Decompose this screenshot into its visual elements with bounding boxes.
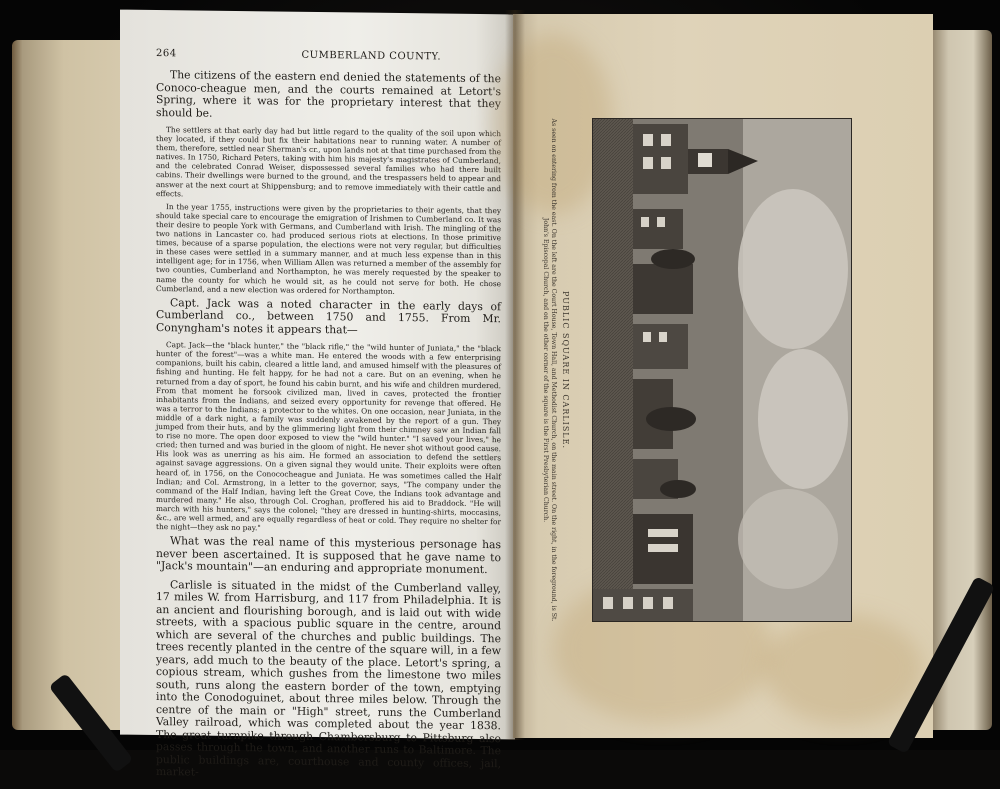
paragraph: Capt. Jack was a noted character in the early days of Cumberland co., between 1750 and 1755. From Mr. Conyngham's notes it appears that—	[156, 295, 501, 337]
paragraph: The citizens of the eastern end denied the statements of the Conoco-cheague men, and the courts remained at Letort's Spring, where it was for the proprietary interest that they should be.	[156, 68, 501, 120]
left-page	[120, 10, 515, 779]
left-text-column	[156, 48, 501, 789]
page-body	[156, 69, 501, 783]
running-title: CUMBERLAND COUNTY.	[301, 49, 441, 63]
engraving-public-square-carlisle	[592, 118, 852, 622]
paragraph: In the year 1755, instructions were given by the proprietaries to their agents, that they should take special care to encourage the emigration of Irishmen to Cumberland co. It was their desire to people York with Germans, and Cumberland with Irish. The mingling of the two nations in Lancaster co. had produced serious riots at elections. In those primitive times, because of a sparse population, the elections were not very regular, but difficulties in these cases were settled in a summary manner, and at much less expense than in this intelligent age; for in 1756, when William Allen was returned a member of the assembly for two counties, Cumberland and Northampton, he was merely requested by the speaker to name the county for which he would sit, as he could not serve for both. He chose Cumberland, and a new election was ordered for Northampton.	[156, 201, 501, 296]
plate-caption: As seen on entering from the east. On the left are the Court House, Town Hall, and Methodist Church, on the main street. On the right, in the foreground, is St. John's Episcopal Church, and on the other corner of the square is the First Presbyterian Church.	[542, 118, 557, 622]
running-head	[156, 48, 501, 63]
paragraph: Capt. Jack—the "black hunter," the "black rifle," the "wild hunter of Juniata," the "black hunter of the forest"—was a white man. He entered the woods with a few enterprising companions, built his cabin, cleared a little land, and amused himself with the pleasures of fishing and hunting. He felt happy, for he had not a care. But on an evening, when he returned from a day of sport, he found his cabin burnt, and his wife and children murdered. From that moment he forsook civilized man, lived in caves, protected the frontier inhabitants from the Indians, and seized every opportunity for revenge that offered. He was a terror to the Indians; a protector to the whites. On one occasion, near Juniata, in the middle of a dark night, a family was suddenly awakened by the report of a gun. They jumped from their huts, and by the glimmering light from their chimney saw an Indian fall to rise no more. The open door exposed to view the "wild hunter." "I saved your lives," he cried; then turned and was buried in the gloom of night. He never shot without good cause. His look was as unerring as his aim. He formed an association to defend the settlers against savage aggressions. On a given signal they would unite. Their exploits were often heard of, in 1756, on the Conococheague and Juniata. He was sometimes called the Half Indian; and Col. Armstrong, in a letter to the governor, says, "The company under the command of the Half Indian, having left the Great Cove, the Indians took advantage and murdered many." He also, through Col. Croghan, proffered his aid to Braddock. "He will march with his hunters," says the colonel; "they are dressed in hunting-shirts, moccasins, &c., are well armed, and are equally regardless of heat or cold. They require no shelter for the night—they ask no pay."	[156, 340, 501, 533]
engraving-illustration	[593, 119, 851, 621]
paragraph: What was the real name of this mysterious personage has never been ascertained. It is supposed that he gave name to "Jack's mountain"—an enduring and appropriate monument.	[156, 534, 501, 577]
plate-title: PUBLIC SQUARE IN CARLISLE.	[561, 291, 570, 449]
paragraph: The settlers at that early day had but little regard to the quality of the soil upon which they located, if they could but fix their habitations near to running water. A number of them, therefore, settled near Sherman's cr., upon lands not at that time purchased from the natives. In 1750, Richard Peters, taking with him his majesty's magistrates of Cumberland, and the celebrated Conrad Weiser, dispossessed several families who had there built cabins. Their dwellings were burned to the ground, and the trespassers held to appear and answer at the next court at Shippensburg; and to remove immediately with their cattle and effects.	[156, 125, 501, 199]
paragraph: Carlisle is situated in the midst of the Cumberland valley, 17 miles W. from Harrisburg, and 117 from Philadelphia. It is an ancient and flourishing borough, and is laid out with wide streets, with a spacious public square in the centre, around which are several of the churches and public buildings. The trees recently planted in the centre of the square will, in a few years, add much to the beauty of the place. Letort's spring, a copious stream, which gushes from the limestone two miles south, runs along the eastern border of the town, emptying into the Conodoguinet, about three miles below. Through the centre of the main or "High" street, runs the Cumberland Valley railroad, which was completed about the year 1838. The great turnpike through Chambersburg to Pittsburg also passes through the town, and another runs to Baltimore. The public buildings are, courthouse and county offices, jail, market-	[156, 577, 501, 779]
page-number: 264	[156, 48, 177, 60]
plate-caption-block	[520, 110, 570, 630]
